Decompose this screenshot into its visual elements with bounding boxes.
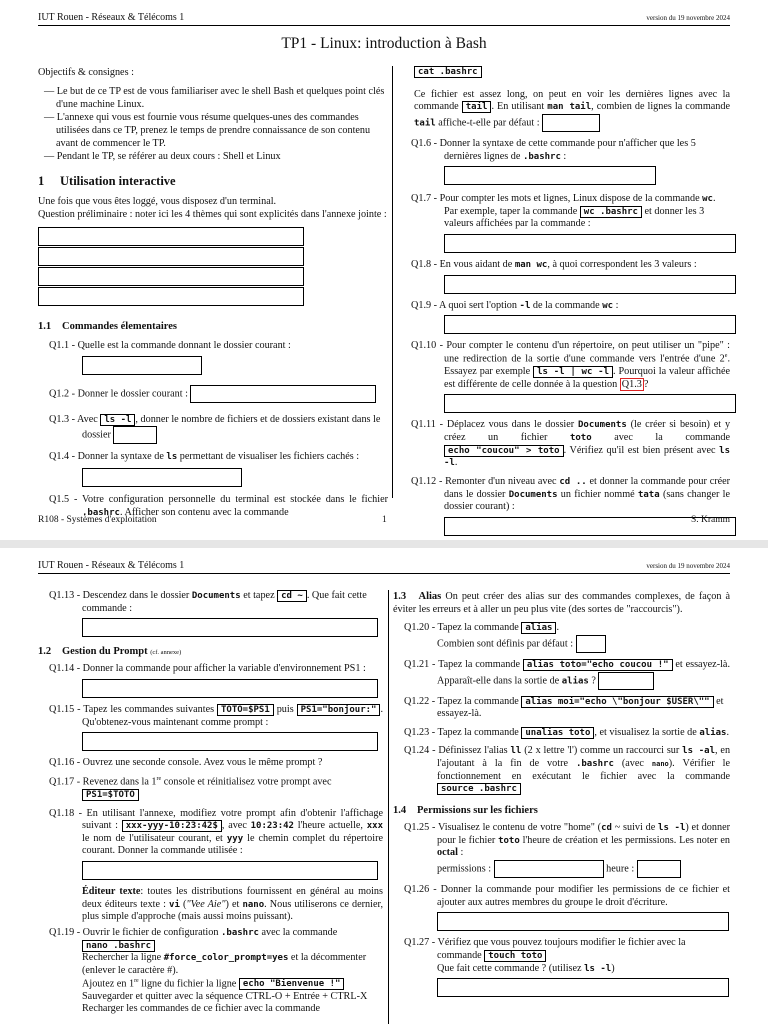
answer-box[interactable] — [190, 385, 376, 403]
question-q1-13: Q1.13 - Descendez dans le dossier Documents et tapez cd ~ . Que fait cette commande : — [38, 590, 383, 637]
question-q1-15: Q1.15 - Tapez les commandes suivantes TOTO=$PS1 puis PS1="bonjour:" . Qu'obtenez-vous maintenant comme prompt : — [38, 704, 383, 751]
question-q1-23: Q1.23 - Tapez la commande unalias toto , et visualisez la sortie de alias. — [404, 726, 729, 738]
answer-box[interactable] — [82, 468, 242, 487]
question-q1-26: Q1.26 - Donner la commande pour modifier les permissions de ce fichier et ajouter aux autres membres du groupe le droit d'écriture. — [393, 884, 730, 931]
question-q1-10: Q1.10 - Pour compter le contenu d'un répertoire, on peut utiliser un "pipe" : une redirection de la sortie d'une commande vers l'entrée d'une 2e. Essayez par exemple ls -l | wc -l . Pourquoi la valeur affichée est différente de celle donnée à la question Q1.3 ? — [400, 340, 730, 413]
right-column — [400, 66, 730, 540]
page-2 — [0, 548, 768, 1024]
question-q1-5: Q1.5 - Votre configuration personnelle du terminal est stockée dans le fichier .bashrc. Afficher son contenu avec la commande — [49, 493, 388, 518]
intro-text: Une fois que vous êtes loggé, vous disposez d'un terminal. Question préliminaire : noter ici les 4 thèmes qui sont explicités dans l'annexe jointe : — [38, 196, 387, 221]
subsection-heading: 1.2 Gestion du Prompt (cf. annexe) — [38, 646, 182, 658]
objectives-label: Objectifs & consignes : — [38, 67, 134, 78]
answer-box[interactable] — [598, 672, 654, 690]
answer-box[interactable] — [444, 315, 736, 334]
answer-box[interactable] — [82, 732, 378, 751]
question-link[interactable]: Q1.3 — [621, 378, 642, 390]
question-q1-6: Q1.6 - Donner la syntaxe de cette commande pour n'afficher que les 5 dernières lignes de .bashrc : — [400, 138, 730, 185]
question-q1-24: Q1.24 - Définissez l'alias ll (2 x lettre 'l') comme un raccourci sur ls -al, en l'ajoutant à la fin de votre .bashrc (avec nano). Vérifier le fonctionnement en exécutant le fichier avec la commande source .bashrc — [404, 745, 731, 795]
answer-box[interactable] — [576, 635, 606, 653]
question-q1-9: Q1.9 - A quoi sert l'option -l de la commande wc : — [400, 300, 730, 335]
answer-box[interactable] — [82, 679, 378, 698]
permissions-answer-box[interactable] — [494, 860, 604, 878]
column-divider — [388, 590, 389, 1024]
page-header: IUT Rouen - Réseaux & Télécoms 1 version du 19 novembre 2024 — [38, 560, 730, 574]
answer-box-theme-4[interactable] — [38, 287, 304, 306]
answer-box-theme-3[interactable] — [38, 267, 304, 286]
document-title: TP1 - Linux: introduction à Bash — [281, 35, 487, 52]
question-q1-20: Q1.20 - Tapez la commande alias . Combien sont définis par défaut : — [393, 622, 730, 653]
themes-answer-boxes — [38, 227, 388, 306]
answer-box[interactable] — [444, 394, 736, 413]
question-q1-25: Q1.25 - Visualisez le contenu de votre "home" (cd ~ suivi de ls -l) et donner pour le fichier toto l'heure de création et les permissions. Les noter en octal : permissions : heure : — [393, 822, 730, 878]
code-box: cat .bashrc — [414, 66, 482, 78]
page-footer: R108 - Systèmes d'exploitation 1 S. Kramm — [38, 515, 730, 525]
header-right: version du 19 novembre 2024 — [646, 14, 730, 22]
left-column — [38, 590, 383, 1022]
q1-5-continued: cat .bashrc Ce fichier est assez long, on peut en voir les dernières lignes avec la commande tail . En utilisant man tail, combien de lignes la commande tail affiche-t-elle par défaut : — [400, 66, 730, 132]
question-q1-4: Q1.4 - Donner la syntaxe de ls permettant de visualiser les fichiers cachés : — [38, 450, 388, 487]
question-q1-11: Q1.11 - Déplacez vous dans le dossier Documents (le créer si besoin) et y créez un fichier toto avec la commande echo "coucou" > toto . Vérifiez qu'il est bien présent avec ls -l. — [411, 419, 731, 469]
answer-box[interactable] — [444, 275, 736, 294]
question-q1-18: Q1.18 - En utilisant l'annexe, modifiez votre prompt afin d'obtenir l'affichage suivant : xxx-yyy-10:23:42$ , avec 10:23:42 l'heure actuelle, xxx le nom de l'utilisateur courant, et yyy le chemin complet du répertoire courant. Donner la commande utilisée : — [38, 808, 383, 881]
answer-box[interactable] — [113, 426, 157, 444]
answer-box[interactable] — [437, 978, 729, 997]
answer-box[interactable] — [82, 356, 202, 375]
column-divider — [392, 66, 393, 498]
question-q1-1: Q1.1 - Quelle est la commande donnant le dossier courant : — [38, 339, 388, 375]
answer-box-theme-2[interactable] — [38, 247, 304, 266]
question-q1-21: Q1.21 - Tapez la commande alias toto="echo coucou !" et essayez-là. Apparaît-elle dans la sortie de alias ? — [393, 659, 730, 690]
subsection-heading: 1.1 Commandes élementaires — [38, 321, 177, 333]
question-q1-27: Q1.27 - Vérifiez que vous pouvez toujours modifier le fichier avec la commande touch toto Que fait cette commande ? (utilisez ls -l) — [393, 937, 730, 997]
alias-intro: 1.3 Alias On peut créer des alias sur des commandes complexes, de façon à éviter les erreurs et à aller un peu plus vite (des sortes de "raccourcis"). — [393, 591, 731, 615]
question-q1-3: Q1.3 - Avec ls -l , donner le nombre de fichiers et de dossiers existant dans le dossier — [38, 413, 388, 445]
hour-answer-box[interactable] — [637, 860, 681, 878]
answer-box[interactable] — [82, 618, 378, 637]
answer-box[interactable] — [542, 114, 600, 132]
list-item: — L'annexe qui vous est fournie vous résume quelques-unes des commandes utilisées dans ce TP, prenez le temps de prendre connaissance de son contenu avant de commencer le TP. — [44, 112, 371, 150]
question-q1-14: Q1.14 - Donner la commande pour afficher la variable d'environnement PS1 : — [38, 663, 383, 698]
right-column — [393, 590, 730, 1003]
page-header — [38, 12, 730, 26]
page-separator — [0, 540, 768, 548]
question-q1-8: Q1.8 - En vous aidant de man wc, à quoi correspondent les 3 valeurs : — [400, 259, 730, 294]
subsection-heading: 1.4 Permissions sur les fichiers — [393, 805, 538, 817]
question-q1-19: Q1.19 - Ouvrir le fichier de configuration .bashrc avec la commande nano .bashrc Rechercher la ligne #force_color_prompt=yes et la décommenter (enlever le caractère #). Ajoutez en 1re ligne du fichier la ligne echo "Bienvenue !" Sauvegarder et quitter avec la séquence CTRL-O + Entrée + CTRL-X Recharger les commandes de ce fichier avec la commande — [49, 927, 368, 1015]
question-q1-7: Q1.7 - Pour compter les mots et lignes, Linux dispose de la commande wc. Par exemple, taper la commande wc .bashrc et donner les 3 valeurs affichées par la commande : — [400, 193, 730, 253]
answer-box[interactable] — [82, 861, 378, 880]
objectives-list — [38, 85, 388, 163]
answer-box[interactable] — [444, 166, 656, 185]
answer-box-theme-1[interactable] — [38, 227, 304, 246]
list-item: — Le but de ce TP est de vous familiariser avec le shell Bash et quelques point clés d'une machine Linux. — [44, 86, 385, 111]
section-heading: 1 Utilisation interactive — [38, 174, 176, 189]
question-q1-22: Q1.22 - Tapez la commande alias moi="echo \"bonjour $USER\"" et essayez-là. — [404, 695, 724, 720]
answer-box[interactable] — [437, 912, 729, 931]
question-q1-12: Q1.12 - Remonter d'un niveau avec cd .. et donner la commande pour créer dans le dossier Documents un fichier nommé tata (sans changer le dossier courant) : — [400, 476, 730, 536]
editor-note: Éditeur texte: toutes les distributions fournissent en général au moins deux éditeurs texte : vi ("Vee Aie") et nano. Nous utiliserons ce dernier, plus simple d'approche (mais aussi moins puissant). — [82, 886, 384, 923]
list-item: — Pendant le TP, se référer au deux cours : Shell et Linux — [44, 151, 281, 163]
question-q1-16: Q1.16 - Ouvrez une seconde console. Avez vous le même prompt ? — [49, 757, 323, 769]
answer-box[interactable] — [444, 234, 736, 253]
left-column — [38, 66, 388, 526]
question-q1-2: Q1.2 - Donner le dossier courant : — [38, 385, 388, 403]
question-q1-17: Q1.17 - Revenez dans la 1re console et réinitialisez votre prompt avec PS1=$TOTO — [49, 775, 332, 800]
header-left: IUT Rouen - Réseaux & Télécoms 1 — [38, 12, 185, 23]
